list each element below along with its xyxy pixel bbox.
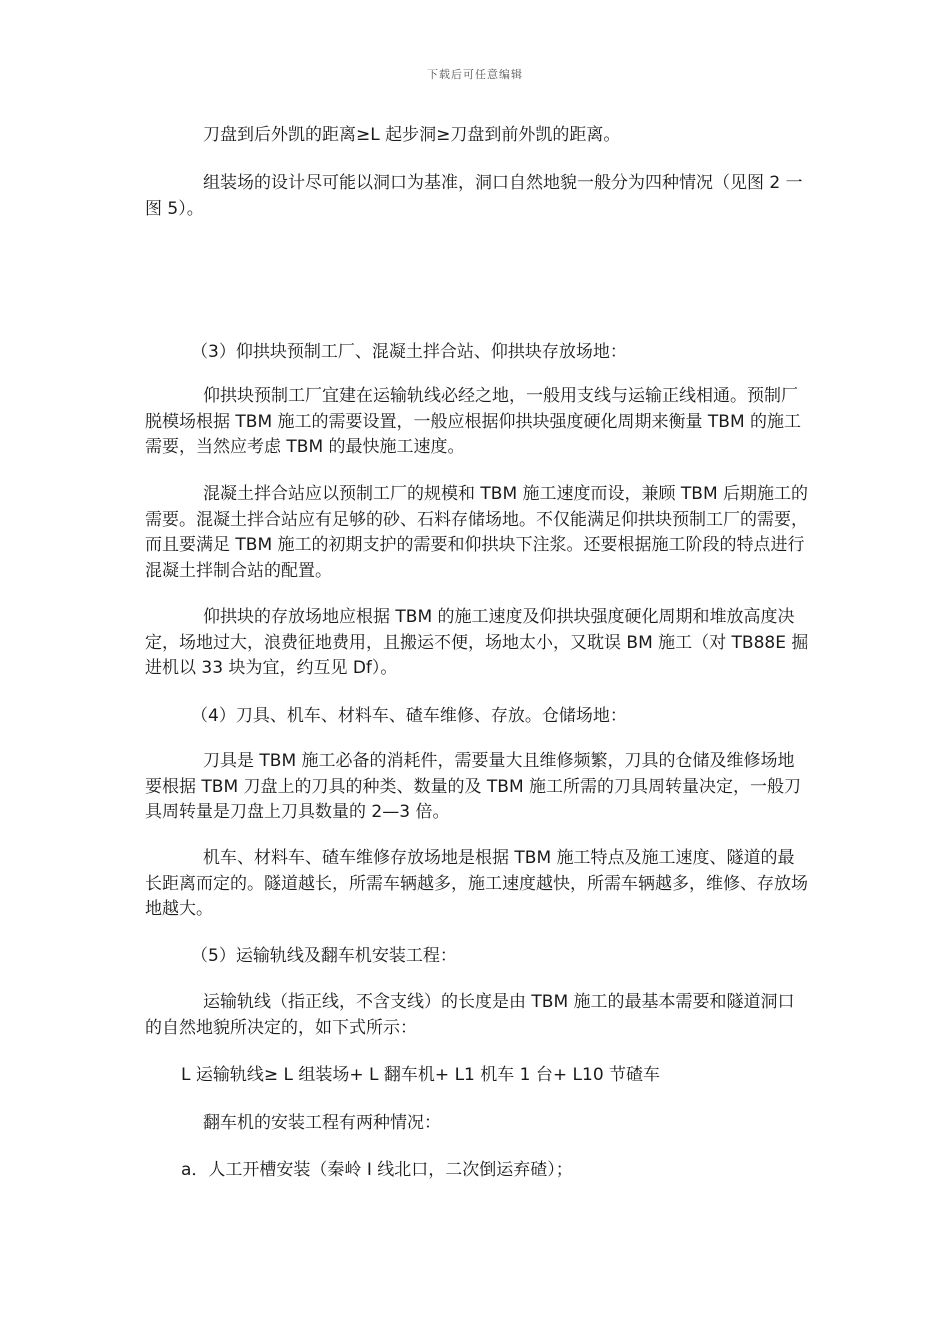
list-item-a: a．人工开槽安装（秦岭 I 线北口，二次倒运弃碴）；	[181, 1160, 573, 1180]
paragraph-9: 机车、材料车、碴车维修存放场地是根据 TBM 施工特点及施工速度、隧道的最长距离而定的。隧道越长，所需车辆越多，施工速度越快，所需车辆越多，维修、存放场地越大。	[145, 848, 808, 919]
paragraph-2: 组装场的设计尽可能以洞口为基准，洞口自然地貌一般分为四种情况（见图 2 一图 5）。	[145, 173, 803, 219]
formula-line: L 运输轨线≥ L 组装场+ L 翻车机+ L1 机车 1 台+ L10 节碴车	[181, 1065, 661, 1085]
paragraph-6: 仰拱块的存放场地应根据 TBM 的施工速度及仰拱块强度硬化周期和堆放高度决定，场地过大，浪费征地费用，且搬运不便，场地太小，又耽误 BM 施工（对 TB88E 掘进机以 33 块为宜，约互见 Df）。	[145, 607, 809, 678]
paragraph-1: 刀盘到后外凯的距离≥L 起步洞≥刀盘到前外凯的距离。	[203, 125, 621, 145]
paragraph-10-heading: （5）运输轨线及翻车机安装工程：	[191, 946, 457, 966]
paragraph-3-heading: （3）仰拱块预制工厂、混凝土拌合站、仰拱块存放场地：	[191, 342, 627, 362]
paragraph-8: 刀具是 TBM 施工必备的消耗件，需要量大且维修频繁，刀具的仓储及维修场地要根据 TBM 刀盘上的刀具的种类、数量的及 TBM 施工所需的刀具周转量决定，一般刀具周转量是刀盘上刀具数量的 2—3 倍。	[145, 751, 802, 822]
paragraph-5: 混凝土拌合站应以预制工厂的规模和 TBM 施工速度而设，兼顾 TBM 后期施工的需要。混凝土拌合站应有足够的砂、石料存储场地。不仅能满足仰拱块预制工厂的需要，而且要满足 TBM 施工的初期支护的需要和仰拱块下注浆。还要根据施工阶段的特点进行混凝土拌制合站的配置。	[145, 484, 809, 581]
paragraph-4: 仰拱块预制工厂宜建在运输轨线必经之地，一般用支线与运输正线相通。预制厂脱模场根据 TBM 施工的需要设置，一般应根据仰拱块强度硬化周期来衡量 TBM 的施工需要，当然应考虑 TBM 的最快施工速度。	[145, 386, 802, 457]
paragraph-7-heading: （4）刀具、机车、材料车、碴车维修、存放。仓储场地：	[191, 706, 627, 726]
paragraph-11: 运输轨线（指正线，不含支线）的长度是由 TBM 施工的最基本需要和隧道洞口的自然地貌所决定的，如下式所示：	[145, 992, 795, 1038]
paragraph-13: 翻车机的安装工程有两种情况：	[203, 1113, 441, 1133]
page-header: 下载后可任意编辑	[427, 68, 523, 81]
